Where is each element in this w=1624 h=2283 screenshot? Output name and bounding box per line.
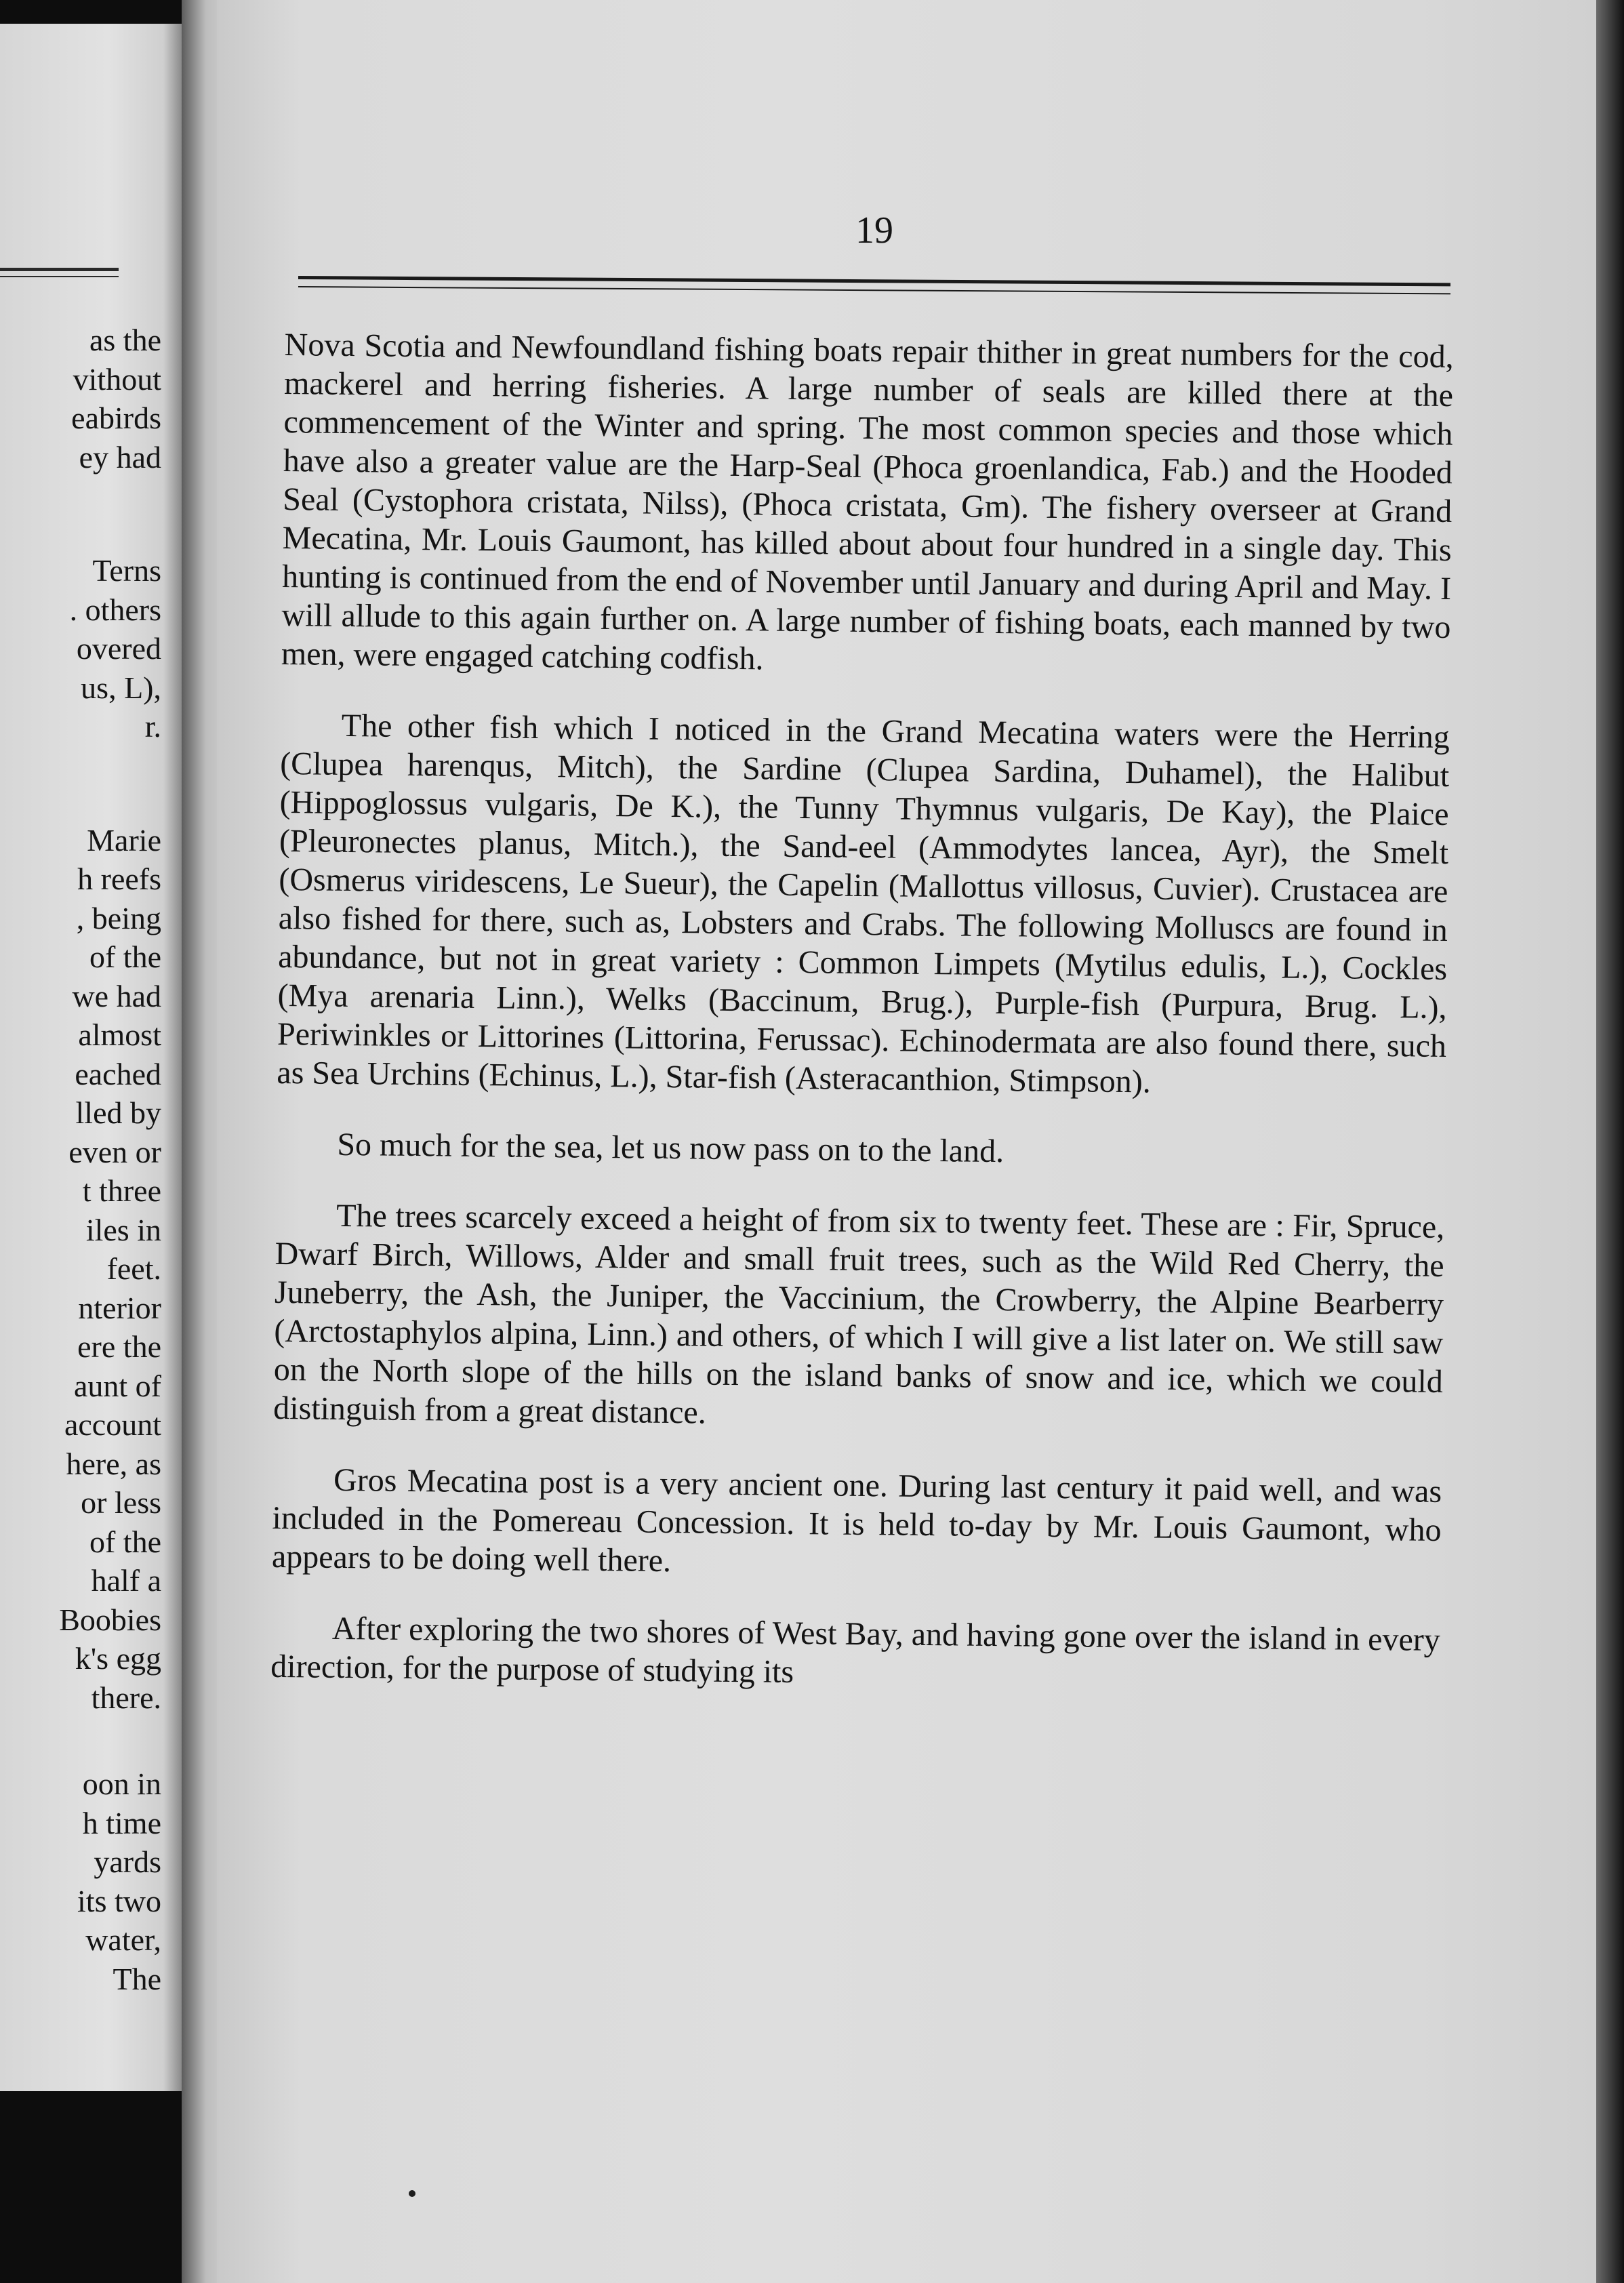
left-page-line: h reefs [77, 862, 161, 896]
paragraph-exploring: After exploring the two shores of West Bay, and having gone over the island in every direction, for the purpose of studying its [270, 1610, 1441, 1690]
left-page-line: of the [89, 940, 161, 974]
left-page-line: as the [89, 323, 161, 357]
left-page-line: . others [69, 592, 161, 627]
paragraph-gros-mecatina-post: Gros Mecatina post is a very ancient one. During last century it paid well, and was included in the Pomereau Concession. It is held to-day by Mr. Louis Gaumont, who appears to be doing well there. [271, 1461, 1442, 1579]
left-page-line: overed [76, 631, 161, 666]
left-page-line: The [113, 1961, 161, 1996]
left-page-line: Marie [87, 822, 161, 857]
paragraph-seal-fishery: Nova Scotia and Newfoundland fishing boats repair thither in great numbers for the cod, mackerel and herring fisheries. A large number of seals are killed there at the commencement of the Winter and spring. The most common species and those which have also a greater value are the Harp-Seal (Phoca groenlandica, Fab.) and the Hooded Seal (Cystophora cristata, Nilss), (Phoca cristata, Gm). The fishery overseer at Grand Mecatina, Mr. Louis Gaumont, has killed about about four hundred in a single day. This hunting is continued from the end of November until January and during April and May. I will allude to this again further on. A large number of fishing boats, each manned by two men, were engaged catching codfish. [281, 326, 1454, 677]
left-page-line: h time [82, 1805, 161, 1840]
left-header-rule [0, 268, 119, 271]
paragraph-other-fish: The other fish which I noticed in the Grand Mecatina waters were the Herring (Clupea harenqus, Mitch), the Sardine (Clupea Sardina, Duhamel), the Halibut (Hippoglossus vulgaris, De K.), the Tunny Thymnus vulgaris, De Kay), the Plaice (Pleuronectes planus, Mitch.), the Sand-eel (Ammodytes lancea, Ayr), the Smelt (Osmerus viridescens, Le Sueur), the Capelin (Mallottus villosus, Cuvier). Crustacea are also fished for there, such as, Lobsters and Crabs. The following Molluscs are found in abundance, but not in great variety : Common Limpets (Mytilus edulis, L.), Cockles (Mya arenaria Linn.), Welks (Baccinum, Brug.), Purple-fish (Purpura, Brug. L.), Periwinkles or Littorines (Littorina, Ferussac). Echinodermata are also found there, such as Sea Urchins (Echinus, L.), Star-fish (Asteracanthion, Stimpson). [277, 707, 1450, 1100]
left-page-line: k's egg [75, 1641, 161, 1676]
left-page-line: almost [78, 1017, 161, 1052]
left-page-line: Boobies [59, 1602, 161, 1637]
left-page-line: of the [89, 1524, 161, 1559]
left-page-line: here, as [66, 1446, 161, 1481]
left-page-line: ere the [77, 1329, 161, 1364]
left-facing-page [0, 24, 182, 2091]
left-page-line: even or [68, 1134, 161, 1169]
page-number: 19 [855, 209, 893, 251]
left-page-line: t three [82, 1173, 161, 1208]
left-page-line: , being [76, 900, 161, 935]
ink-speck [409, 2190, 415, 2197]
left-page-line: half a [91, 1563, 161, 1598]
left-page-text [0, 321, 161, 1998]
left-page-line: nterior [78, 1290, 161, 1325]
paragraph-sea-to-land: So much for the sea, let us now pass on to the land. [337, 1126, 1004, 1170]
left-page-line: its two [77, 1883, 161, 1918]
left-page-line: account [64, 1407, 161, 1442]
left-header-rule-thin [0, 276, 119, 277]
body-text [270, 325, 1454, 1698]
left-page-line: Terns [92, 553, 161, 588]
left-page-line: lled by [75, 1095, 161, 1130]
left-page-line: water, [85, 1922, 161, 1957]
left-page-line: eabirds [71, 401, 161, 435]
left-page-line: oon in [82, 1766, 161, 1801]
left-page-line: ey had [79, 439, 161, 474]
left-page-line: iles in [85, 1212, 161, 1247]
left-page-line: yards [94, 1844, 161, 1879]
left-page-line: we had [72, 978, 161, 1013]
left-page-line: or less [81, 1485, 161, 1520]
left-page-line: us, L), [81, 670, 161, 705]
left-page-line: feet. [106, 1251, 161, 1286]
left-page-line: r. [144, 709, 161, 744]
paragraph-trees: The trees scarcely exceed a height of from six to twenty feet. These are : Fir, Spruce, Dwarf Birch, Willows, Alder and small fruit trees, such as the Wild Red Cherry, the Juneberry, the Ash, the Juniper, the Vaccinium, the Crowberry, the Alpine Bearberry (Arctostaphylos alpina, Linn.) and others, of which I will give a list later on. We still saw on the North slope of the hills on the island banks of snow and ice, which we could distinguish from a great distance. [272, 1197, 1445, 1431]
left-page-line: vithout [73, 361, 161, 397]
left-page-line: aunt of [73, 1368, 161, 1403]
left-page-line: eached [75, 1056, 161, 1091]
page-edge-shadow [1596, 0, 1624, 2283]
left-page-line: there. [91, 1680, 161, 1715]
